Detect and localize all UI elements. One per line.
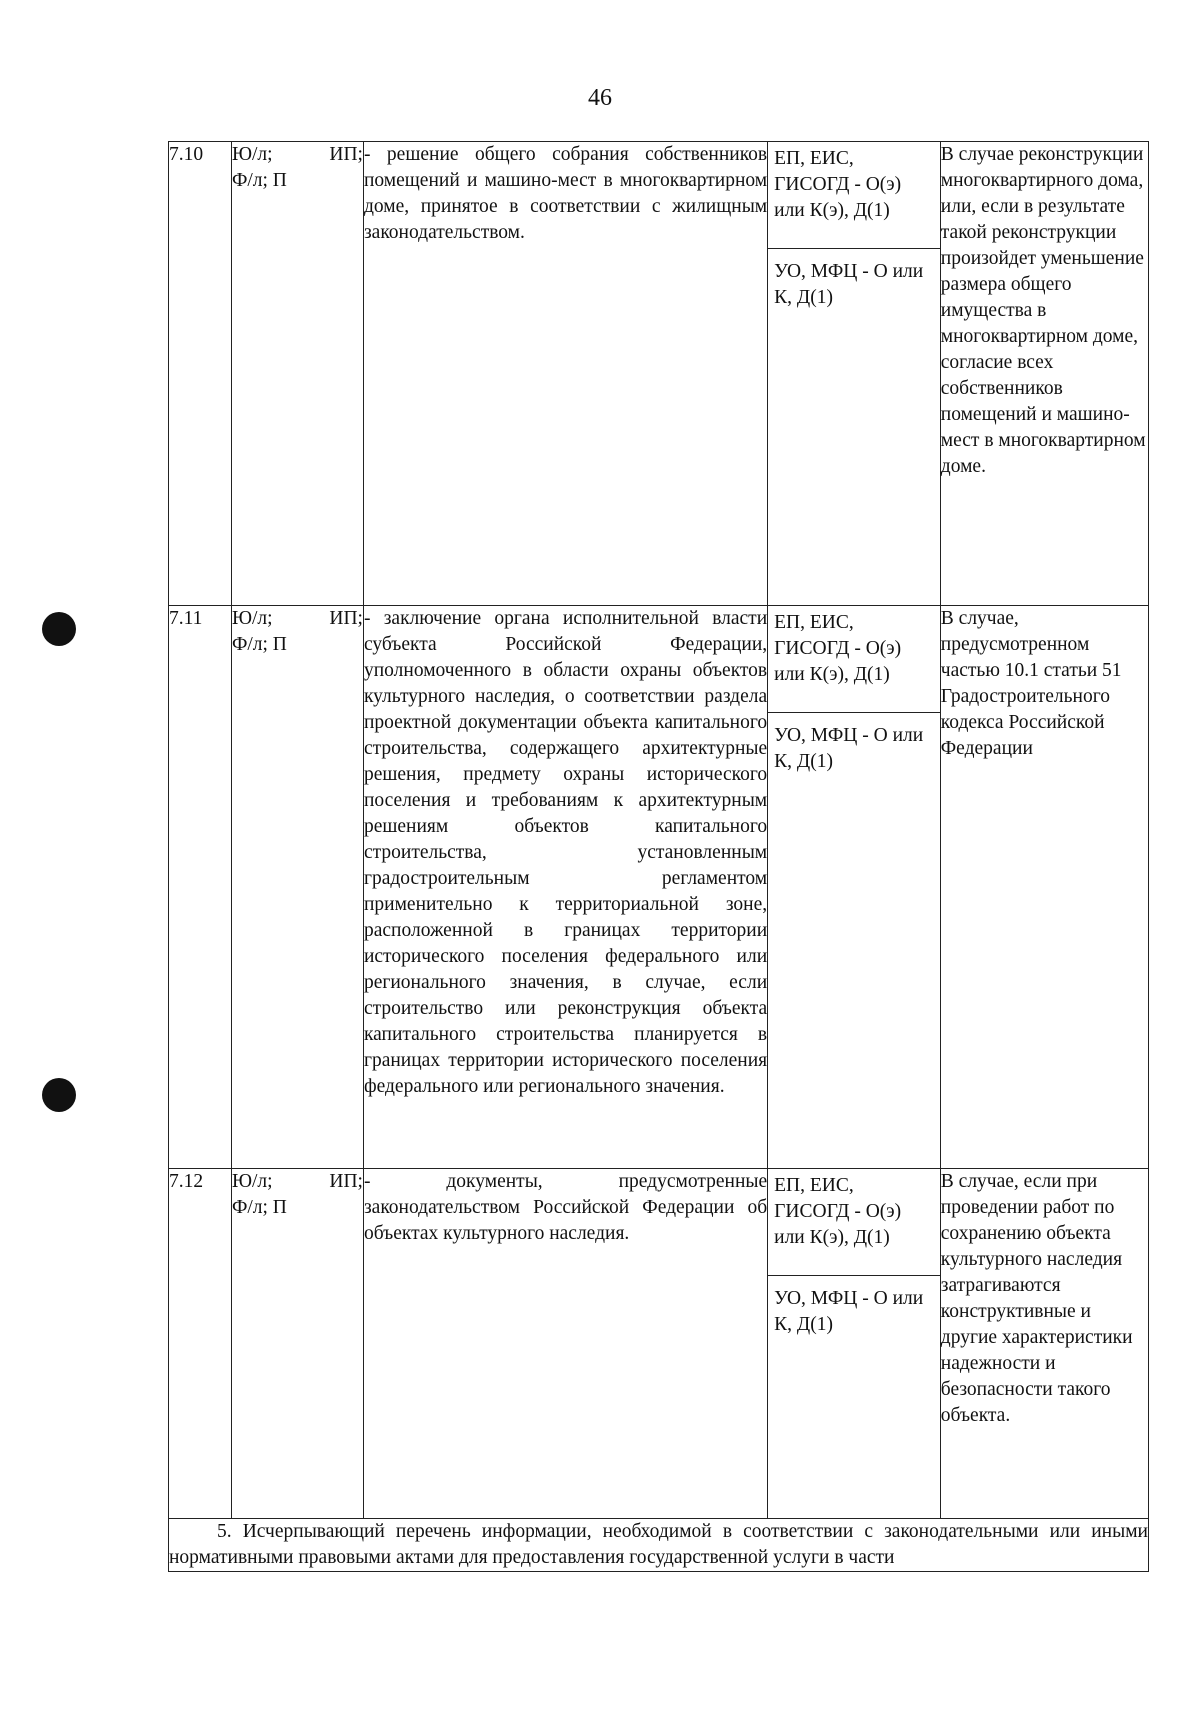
section-heading: [169, 1519, 1149, 1572]
applicant-type-individual: Ф/л; П: [231, 170, 287, 191]
source-offline: УО, МФЦ - О или К, Д(1): [774, 725, 924, 772]
applicant-type-ip: ИП;: [329, 144, 363, 165]
row-number: 7.12: [169, 1169, 232, 1519]
applicant-type-individual: Ф/л; П: [231, 1197, 287, 1218]
applicant-type-legal: Ю/л;: [231, 1171, 273, 1192]
applicant-types: [231, 606, 363, 1169]
table-row: [169, 606, 1149, 1169]
source-cell: [768, 142, 941, 606]
document-description: - заключение органа исполнительной власти субъекта Российской Федерации, уполномоченного в области охраны объектов культурного наследия, о соответствии раздела проектной документации объекта капитального строительства, содержащего архитектурные решения, предмету охраны исторического поселения и требованиям к архитектурным решениям объектов капитального строительства, установленным градостроительным регламентом применительно к территориальной зоне, расположенной в границах территории исторического поселения федерального или регионального значения, в случае, если строительство или реконструкция объекта капитального строительства планируется в границах территории исторического поселения федерального или регионального значения.: [363, 606, 767, 1169]
condition-text: В случае реконструкции многоквартирного дома, или, если в результате такой реконструкции произойдет уменьшение размера общего имущества в многоквартирном доме, согласие всех собственников помещений и машино-мест в многоквартирном доме.: [940, 142, 1148, 606]
source-cell: [768, 606, 941, 1169]
page-number: 46: [588, 85, 612, 111]
requirements-table: [168, 141, 1149, 1572]
applicant-type-legal: Ю/л;: [231, 144, 273, 165]
source-online: ЕП, ЕИС, ГИСОГД - О(э) или К(э), Д(1): [768, 1169, 940, 1276]
applicant-type-legal: Ю/л;: [231, 608, 273, 629]
applicant-type-individual: Ф/л; П: [231, 634, 287, 655]
applicant-type-ip: ИП;: [329, 1171, 363, 1192]
source-offline: УО, МФЦ - О или К, Д(1): [774, 261, 924, 308]
source-cell: [768, 1169, 941, 1519]
applicant-type-ip: ИП;: [329, 608, 363, 629]
table-row: [169, 142, 1149, 606]
source-offline: УО, МФЦ - О или К, Д(1): [774, 1288, 924, 1335]
punch-hole-bottom: [42, 1078, 76, 1112]
condition-text: В случае, если при проведении работ по сохранению объекта культурного наследия затрагиваются конструктивные и другие характеристики надежности и безопасности такого объекта.: [940, 1169, 1148, 1519]
source-online: ЕП, ЕИС, ГИСОГД - О(э) или К(э), Д(1): [768, 142, 940, 249]
applicant-types: [231, 1169, 363, 1519]
table-row: [169, 1169, 1149, 1519]
document-description: - решение общего собрания собственников помещений и машино-мест в многоквартирном доме, принятое в соответствии с жилищным законодательством.: [363, 142, 767, 606]
row-number: 7.10: [169, 142, 232, 606]
source-online: ЕП, ЕИС, ГИСОГД - О(э) или К(э), Д(1): [768, 606, 940, 713]
condition-text: В случае, предусмотренном частью 10.1 статьи 51 Градостроительного кодекса Российской Федерации: [940, 606, 1148, 1169]
punch-hole-top: [42, 612, 76, 646]
section-heading-text: 5. Исчерпывающий перечень информации, необходимой в соответствии с законодательными или иными нормативными правовыми актами для предоставления государственной услуги в части: [169, 1521, 1148, 1568]
row-number: 7.11: [169, 606, 232, 1169]
document-description: - документы, предусмотренные законодательством Российской Федерации об объектах культурного наследия.: [363, 1169, 767, 1519]
applicant-types: [231, 142, 363, 606]
section-heading-row: [169, 1519, 1149, 1572]
